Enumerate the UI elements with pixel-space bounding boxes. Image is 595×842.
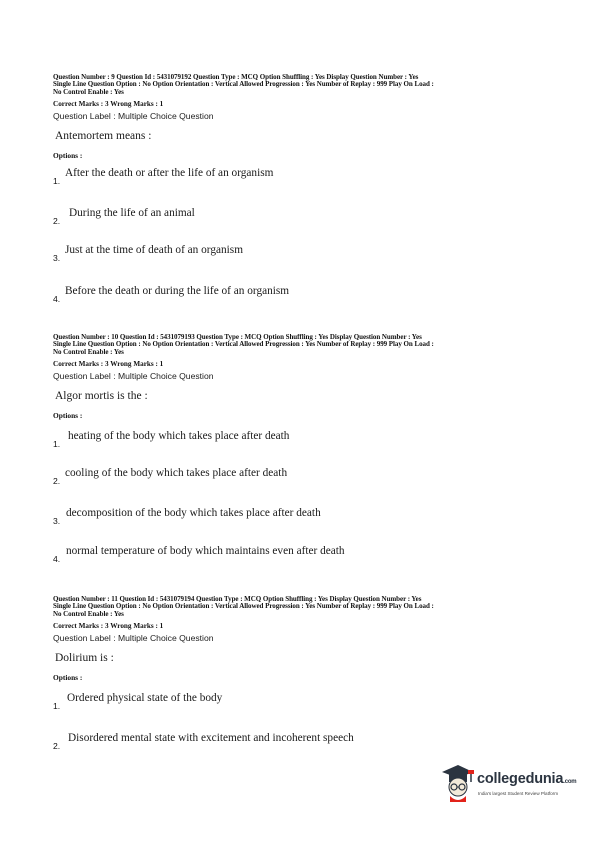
option-text: normal temperature of body which maintains even after death bbox=[66, 545, 345, 557]
option-text: During the life of an animal bbox=[69, 207, 195, 219]
option-number: 2. bbox=[53, 216, 61, 226]
option-text: cooling of the body which takes place after death bbox=[65, 467, 288, 479]
graduate-mascot-icon bbox=[440, 762, 474, 806]
option-number: 2. bbox=[53, 741, 61, 751]
question-text: Antemortem means : bbox=[55, 130, 152, 143]
collegedunia-logo bbox=[440, 762, 585, 812]
options-heading: Options : bbox=[53, 151, 83, 161]
question-block-11 bbox=[53, 596, 548, 682]
option-number: 4. bbox=[53, 554, 61, 564]
option-9-2[interactable] bbox=[53, 207, 548, 229]
logo-suffix: .com bbox=[563, 779, 577, 785]
option-9-4[interactable] bbox=[53, 285, 548, 307]
option-number: 3. bbox=[53, 516, 61, 526]
option-number: 4. bbox=[53, 294, 61, 304]
question-label: Question Label : Multiple Choice Question bbox=[53, 633, 214, 644]
option-text: Just at the time of death of an organism bbox=[65, 244, 243, 256]
option-text: heating of the body which takes place after death bbox=[68, 430, 290, 442]
option-10-1[interactable] bbox=[53, 430, 548, 452]
option-number: 1. bbox=[53, 439, 61, 449]
question-label: Question Label : Multiple Choice Question bbox=[53, 111, 214, 122]
option-number: 1. bbox=[53, 176, 61, 186]
option-text: After the death or after the life of an organism bbox=[65, 167, 274, 179]
option-number: 1. bbox=[53, 701, 61, 711]
question-marks: Correct Marks : 3 Wrong Marks : 1 bbox=[53, 360, 164, 369]
question-meta: Question Number : 9 Question Id : 5431079192 Question Type : MCQ Option Shuffling : Yes Display Question Number : Yes Single Line Question Option : No Option Orientation : Vertical Allowed Progression : Yes Number of Replay : 999 Play On Load : No Control Enable : Yes bbox=[53, 73, 434, 96]
option-number: 2. bbox=[53, 476, 61, 486]
logo-wordmark bbox=[477, 771, 576, 787]
question-meta: Question Number : 11 Question Id : 5431079194 Question Type : MCQ Option Shuffling : Yes Display Question Number : Yes Single Line Question Option : No Option Orientation : Vertical Allowed Progression : Yes Number of Replay : 999 Play On Load : No Control Enable : Yes bbox=[53, 595, 434, 618]
option-number: 3. bbox=[53, 253, 61, 263]
question-block-9 bbox=[53, 74, 548, 160]
option-text: Before the death or during the life of an organism bbox=[65, 285, 290, 297]
option-11-2[interactable] bbox=[53, 732, 548, 754]
logo-name: collegedunia bbox=[477, 771, 564, 787]
option-9-3[interactable] bbox=[53, 244, 548, 266]
question-block-10 bbox=[53, 334, 548, 420]
option-text: Ordered physical state of the body bbox=[67, 692, 223, 704]
options-heading: Options : bbox=[53, 673, 83, 683]
logo-tagline: India's largest Student Review Platform bbox=[478, 791, 559, 796]
option-10-3[interactable] bbox=[53, 507, 548, 529]
option-text: decomposition of the body which takes place after death bbox=[66, 507, 321, 519]
question-text: Dolirium is : bbox=[55, 652, 114, 665]
option-10-4[interactable] bbox=[53, 545, 548, 567]
question-marks: Correct Marks : 3 Wrong Marks : 1 bbox=[53, 622, 164, 631]
option-10-2[interactable] bbox=[53, 467, 548, 489]
option-11-1[interactable] bbox=[53, 692, 548, 714]
options-heading: Options : bbox=[53, 411, 83, 421]
option-9-1[interactable] bbox=[53, 167, 548, 189]
question-text: Algor mortis is the : bbox=[55, 390, 148, 403]
question-meta: Question Number : 10 Question Id : 5431079193 Question Type : MCQ Option Shuffling : Yes Display Question Number : Yes Single Line Question Option : No Option Orientation : Vertical Allowed Progression : Yes Number of Replay : 999 Play On Load : No Control Enable : Yes bbox=[53, 333, 434, 356]
question-marks: Correct Marks : 3 Wrong Marks : 1 bbox=[53, 100, 164, 109]
question-label: Question Label : Multiple Choice Question bbox=[53, 371, 214, 382]
option-text: Disordered mental state with excitement and incoherent speech bbox=[68, 732, 354, 744]
